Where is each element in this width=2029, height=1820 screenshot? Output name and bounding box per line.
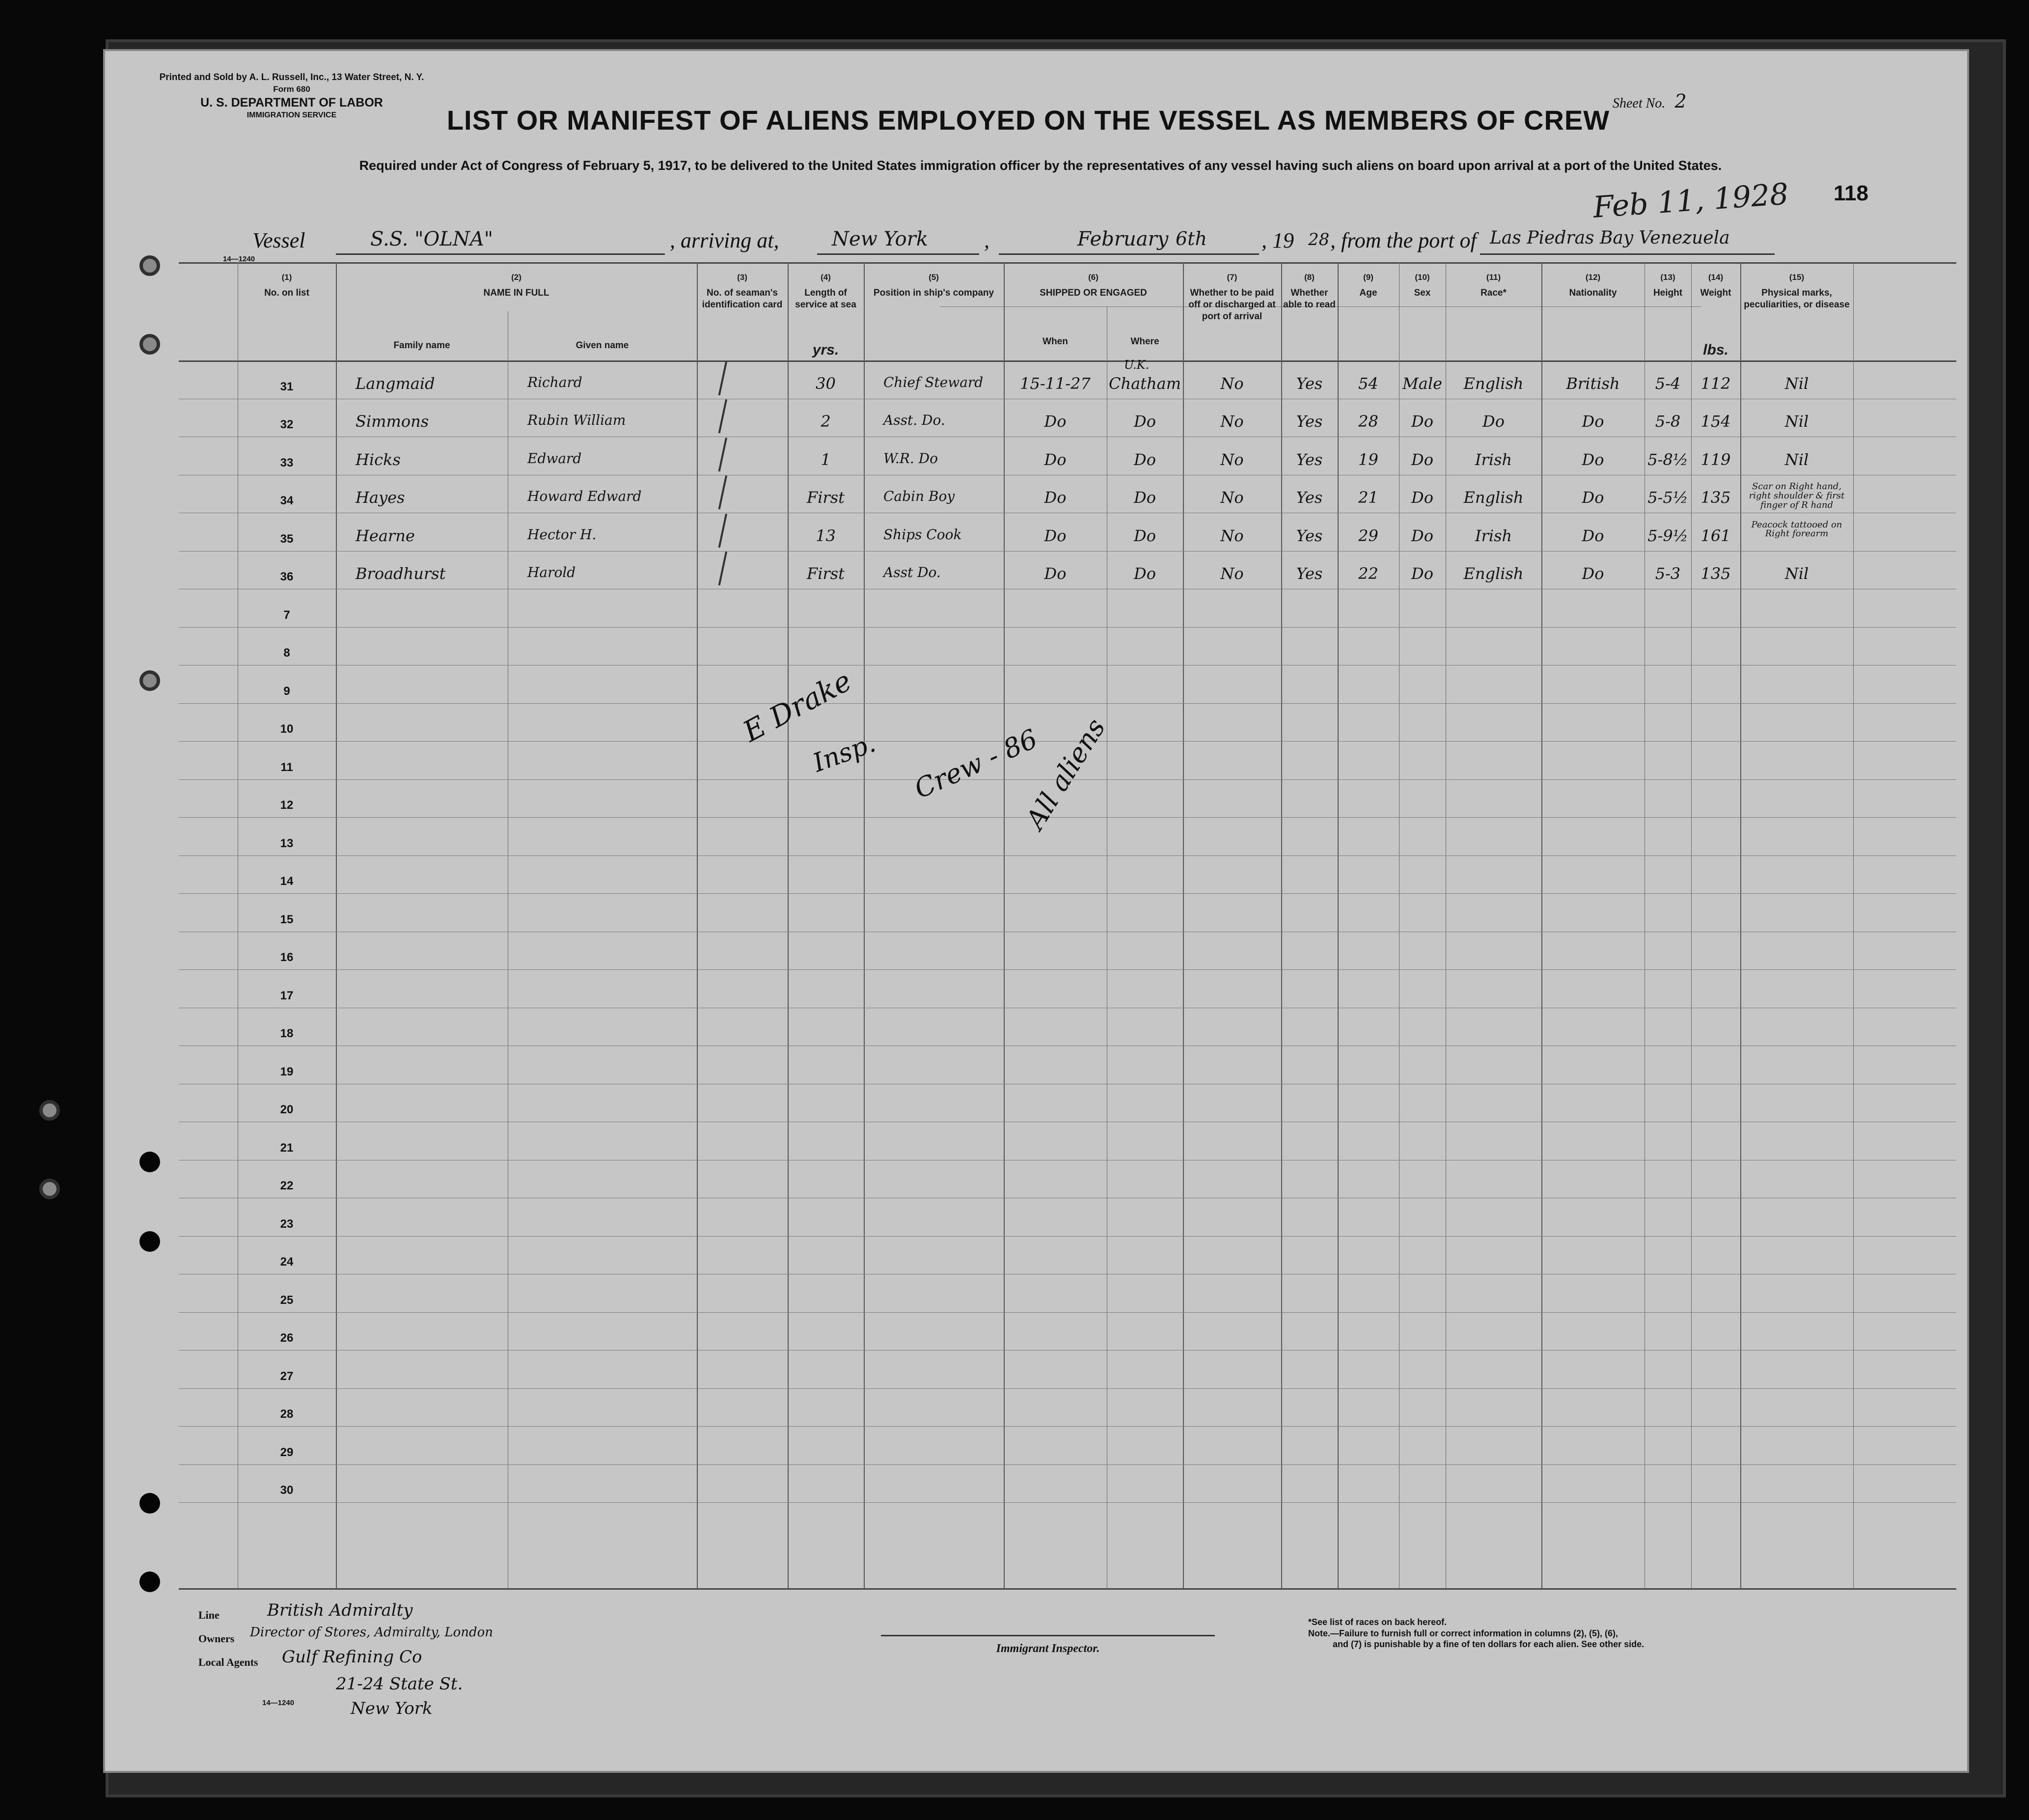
- inspector-signature-title: Insp.: [809, 728, 879, 778]
- header-given-name: Given name: [576, 340, 629, 351]
- cell-service: First: [806, 488, 845, 507]
- cell-age: 28: [1358, 412, 1378, 431]
- cell-paid-off: No: [1220, 412, 1244, 431]
- cell-family: Simmons: [356, 412, 429, 431]
- row-number: 34: [280, 494, 294, 507]
- cell-age: 19: [1358, 450, 1378, 469]
- year-suffix: 28: [1308, 230, 1330, 249]
- uk-note: U.K.: [1124, 358, 1150, 372]
- cell-given: Rubin William: [527, 412, 626, 428]
- agents-value-2: 21-24 State St.: [336, 1674, 463, 1694]
- cell-nationality: Do: [1582, 488, 1604, 507]
- arriving-port: New York: [832, 228, 928, 250]
- row-number: 20: [280, 1103, 294, 1116]
- cell-race: Irish: [1475, 526, 1512, 545]
- cell-where: Do: [1134, 564, 1156, 583]
- cell-height: 5-3: [1655, 564, 1681, 583]
- crew-table: [179, 262, 1956, 1588]
- cell-read: Yes: [1296, 564, 1323, 583]
- cell-race: English: [1463, 488, 1524, 507]
- cell-marks: Nil: [1784, 564, 1809, 583]
- footnote: *See list of races on back hereof. Note.—Failure to furnish full or correct information in columns (2), (5), (6), and (7) is punishable by a fine of ten dollars for each alien. See other side.: [1308, 1617, 1645, 1649]
- cell-weight: 161: [1700, 526, 1731, 545]
- check-mark: [711, 474, 727, 510]
- cell-read: Yes: [1296, 374, 1323, 393]
- header-service: (4) Length of service at sea: [795, 273, 856, 310]
- cell-sex: Do: [1411, 488, 1433, 507]
- cell-given: Richard: [527, 374, 582, 390]
- cell-where: Do: [1134, 412, 1156, 431]
- form-code-top: 14—1240: [223, 255, 255, 263]
- cell-race: Irish: [1475, 450, 1512, 469]
- cell-family: Hearne: [356, 526, 415, 545]
- cell-when: Do: [1044, 526, 1067, 545]
- cell-family: Hayes: [356, 488, 405, 507]
- cell-read: Yes: [1296, 526, 1323, 545]
- cell-paid-off: No: [1220, 450, 1244, 469]
- cell-service: First: [806, 564, 845, 583]
- row-number: 29: [280, 1445, 294, 1459]
- cell-given: Edward: [527, 450, 582, 467]
- cell-race: Do: [1482, 412, 1505, 431]
- cell-weight: 135: [1700, 564, 1731, 583]
- binder-hole: [139, 670, 160, 691]
- cell-nationality: Do: [1582, 526, 1604, 545]
- inspector-signature-line: [881, 1635, 1215, 1636]
- header-id-card: (3) No. of seaman's identification card: [702, 273, 783, 310]
- row-number: 33: [280, 456, 294, 469]
- cell-when: 15-11-27: [1020, 374, 1091, 393]
- row-number: 27: [280, 1369, 294, 1383]
- binder-hole: [139, 1231, 160, 1252]
- crew-total: Crew - 86: [909, 723, 1042, 805]
- row-number: 21: [280, 1141, 294, 1155]
- form-code-bottom: 14—1240: [262, 1699, 295, 1707]
- row-number: 17: [280, 989, 294, 1002]
- cell-paid-off: No: [1220, 374, 1244, 393]
- cell-weight: 135: [1700, 488, 1731, 507]
- cell-service: 1: [821, 450, 831, 469]
- arriving-label: , arriving at,: [670, 228, 779, 252]
- cell-sex: Do: [1411, 450, 1433, 469]
- cell-where: Do: [1134, 488, 1156, 507]
- cell-service: 13: [816, 526, 836, 545]
- cell-age: 21: [1358, 488, 1378, 507]
- cell-when: Do: [1044, 412, 1067, 431]
- binder-hole: [39, 1179, 60, 1199]
- binder-hole: [139, 334, 160, 355]
- line-value: British Admiralty: [267, 1600, 413, 1620]
- row-number: 25: [280, 1293, 294, 1307]
- footer: [179, 1588, 1956, 1773]
- row-number: 15: [280, 912, 294, 926]
- header-list-no: (1) No. on list: [264, 273, 309, 299]
- cell-nationality: Do: [1582, 412, 1604, 431]
- row-number: 28: [280, 1407, 294, 1421]
- from-label: , from the port of: [1330, 228, 1477, 252]
- agents-value-1: Gulf Refining Co: [282, 1647, 422, 1667]
- year-prefix: , 19: [1261, 228, 1294, 252]
- check-mark: [711, 359, 727, 395]
- vessel-line: Vessel S.S. "OLNA" , arriving at, New York , February 6th , 19 28 , from the port of Las Piedras Bay Venezuela: [252, 228, 1775, 257]
- row-number: 18: [280, 1027, 294, 1040]
- row-number: 30: [280, 1484, 294, 1497]
- cell-read: Yes: [1296, 412, 1323, 431]
- row-number: 16: [280, 951, 294, 964]
- row-number: 31: [280, 380, 294, 393]
- service: IMMIGRATION SERVICE: [247, 111, 337, 120]
- stamp-date: Feb 11, 1928: [1592, 177, 1790, 225]
- cell-read: Yes: [1296, 488, 1323, 507]
- binder-hole: [139, 1152, 160, 1172]
- row-number: 35: [280, 532, 294, 546]
- vessel-label: Vessel: [252, 228, 305, 252]
- cell-nationality: Do: [1582, 564, 1604, 583]
- manifest-page: [103, 49, 1969, 1773]
- cell-family: Hicks: [356, 450, 401, 469]
- sheet-value: 2: [1674, 90, 1687, 112]
- cell-where: Do: [1134, 450, 1156, 469]
- header-sex: (10) Sex: [1414, 273, 1431, 299]
- cell-given: Howard Edward: [527, 488, 642, 504]
- row-number: 9: [283, 684, 290, 698]
- line-label: Line: [198, 1609, 219, 1621]
- cell-height: 5-5½: [1647, 488, 1688, 507]
- cell-position: Chief Steward: [883, 374, 984, 390]
- row-number: 24: [280, 1255, 294, 1268]
- cell-age: 22: [1358, 564, 1378, 583]
- all-aliens-note: All aliens: [1019, 713, 1112, 835]
- header-when: When: [1042, 336, 1068, 347]
- cell-marks: Nil: [1784, 374, 1809, 393]
- date-month: February: [1077, 228, 1169, 250]
- cell-position: Asst Do.: [883, 564, 941, 580]
- check-mark: [711, 512, 727, 548]
- agents-label: Local Agents: [198, 1656, 258, 1668]
- cell-height: 5-8: [1655, 412, 1681, 431]
- owners-value: Director of Stores, Admiralty, London: [250, 1625, 494, 1640]
- row-number: 26: [280, 1331, 294, 1345]
- cell-family: Langmaid: [356, 374, 435, 393]
- cell-service: 30: [816, 374, 836, 393]
- row-number: 14: [280, 875, 294, 888]
- header-name: (2) NAME IN FULL: [483, 273, 549, 299]
- header-age: (9) Age: [1359, 273, 1377, 299]
- row-number: 7: [283, 608, 290, 622]
- from-port: Las Piedras Bay Venezuela: [1490, 228, 1730, 248]
- cell-age: 54: [1358, 374, 1378, 393]
- cell-nationality: British: [1566, 374, 1620, 393]
- row-number: 32: [280, 418, 294, 431]
- row-number: 19: [280, 1065, 294, 1078]
- department: U. S. DEPARTMENT OF LABOR: [200, 95, 383, 110]
- cell-service: 2: [821, 412, 831, 431]
- cell-where: Chatham: [1108, 374, 1181, 393]
- row-number: 11: [280, 760, 293, 774]
- cell-nationality: Do: [1582, 450, 1604, 469]
- row-number: 23: [280, 1217, 294, 1231]
- cell-given: Harold: [527, 564, 576, 580]
- cell-marks: Scar on Right hand, right shoulder & first finger of R hand: [1749, 481, 1845, 510]
- header-physical-marks: (15) Physical marks, peculiarities, or disease: [1744, 273, 1850, 310]
- binder-hole: [139, 255, 160, 276]
- page-title: LIST OR MANIFEST OF ALIENS EMPLOYED ON THE VESSEL AS MEMBERS OF CREW: [446, 105, 1610, 136]
- cell-family: Broadhurst: [356, 564, 446, 583]
- cell-sex: Do: [1411, 412, 1433, 431]
- header-position: (5) Position in ship's company: [873, 273, 994, 299]
- cell-sex: Do: [1411, 564, 1433, 583]
- cell-read: Yes: [1296, 450, 1323, 469]
- owners-label: Owners: [198, 1632, 235, 1645]
- cell-race: English: [1463, 374, 1524, 393]
- cell-race: English: [1463, 564, 1524, 583]
- row-number: 10: [280, 722, 294, 736]
- agents-value-3: New York: [351, 1699, 433, 1718]
- inspector-label: Immigrant Inspector.: [996, 1642, 1100, 1655]
- cell-weight: 119: [1700, 450, 1731, 469]
- cell-height: 5-4: [1655, 374, 1681, 393]
- binder-hole: [139, 1572, 160, 1592]
- row-number: 13: [280, 836, 294, 850]
- cell-paid-off: No: [1220, 564, 1244, 583]
- cell-when: Do: [1044, 450, 1067, 469]
- form-number: Form 680: [273, 84, 310, 94]
- reference-number: 118: [1834, 181, 1868, 205]
- binder-hole: [139, 1493, 160, 1514]
- cell-sex: Male: [1402, 374, 1442, 393]
- header-race: (11) Race*: [1481, 273, 1507, 299]
- check-mark: [711, 436, 727, 471]
- cell-weight: 112: [1700, 374, 1731, 393]
- header-weight: (14) Weight: [1700, 273, 1731, 299]
- cell-position: W.R. Do: [883, 450, 938, 467]
- row-number: 22: [280, 1179, 294, 1192]
- cell-position: Cabin Boy: [883, 488, 955, 504]
- cell-position: Ships Cook: [883, 526, 962, 543]
- row-number: 12: [280, 799, 294, 812]
- header-where: Where: [1130, 336, 1159, 347]
- cell-height: 5-8½: [1647, 450, 1688, 469]
- inspector-signature: E Drake: [738, 663, 857, 749]
- check-mark: [711, 398, 727, 434]
- header-weight-unit: lbs.: [1703, 342, 1728, 358]
- cell-when: Do: [1044, 488, 1067, 507]
- vessel-name: S.S. "OLNA": [370, 228, 494, 250]
- cell-sex: Do: [1411, 526, 1433, 545]
- row-number: 36: [280, 570, 294, 583]
- cell-height: 5-9½: [1647, 526, 1688, 545]
- cell-position: Asst. Do.: [883, 412, 945, 428]
- header-service-unit: yrs.: [812, 342, 839, 358]
- page-subtitle: Required under Act of Congress of February 5, 1917, to be delivered to the United States immigration officer by the representatives of any vessel having such aliens on board upon arrival at a port of the United States.: [359, 158, 1722, 173]
- header-shipped: (6) SHIPPED OR ENGAGED: [1040, 273, 1147, 299]
- row-number: 8: [283, 646, 290, 660]
- header-height: (13) Height: [1653, 273, 1683, 299]
- header-read: (8) Whether able to read: [1283, 273, 1336, 310]
- cell-given: Hector H.: [527, 526, 597, 543]
- date-day: 6th: [1176, 228, 1207, 249]
- sheet-label: Sheet No.: [1613, 96, 1666, 111]
- printer-line: Printed and Sold by A. L. Russell, Inc., 13 Water Street, N. Y.: [159, 72, 424, 83]
- header-nationality: (12) Nationality: [1569, 273, 1617, 299]
- cell-where: Do: [1134, 526, 1156, 545]
- cell-weight: 154: [1700, 412, 1731, 431]
- cell-marks: Peacock tattooed on Right forearm: [1751, 519, 1842, 539]
- cell-marks: Nil: [1784, 450, 1809, 469]
- header-paid-off: (7) Whether to be paid off or discharged at port of arrival: [1188, 273, 1276, 322]
- check-mark: [711, 550, 727, 586]
- binder-hole: [39, 1100, 60, 1121]
- cell-when: Do: [1044, 564, 1067, 583]
- cell-paid-off: No: [1220, 488, 1244, 507]
- cell-age: 29: [1358, 526, 1378, 545]
- header-family-name: Family name: [393, 340, 450, 351]
- cell-paid-off: No: [1220, 526, 1244, 545]
- cell-marks: Nil: [1784, 412, 1809, 431]
